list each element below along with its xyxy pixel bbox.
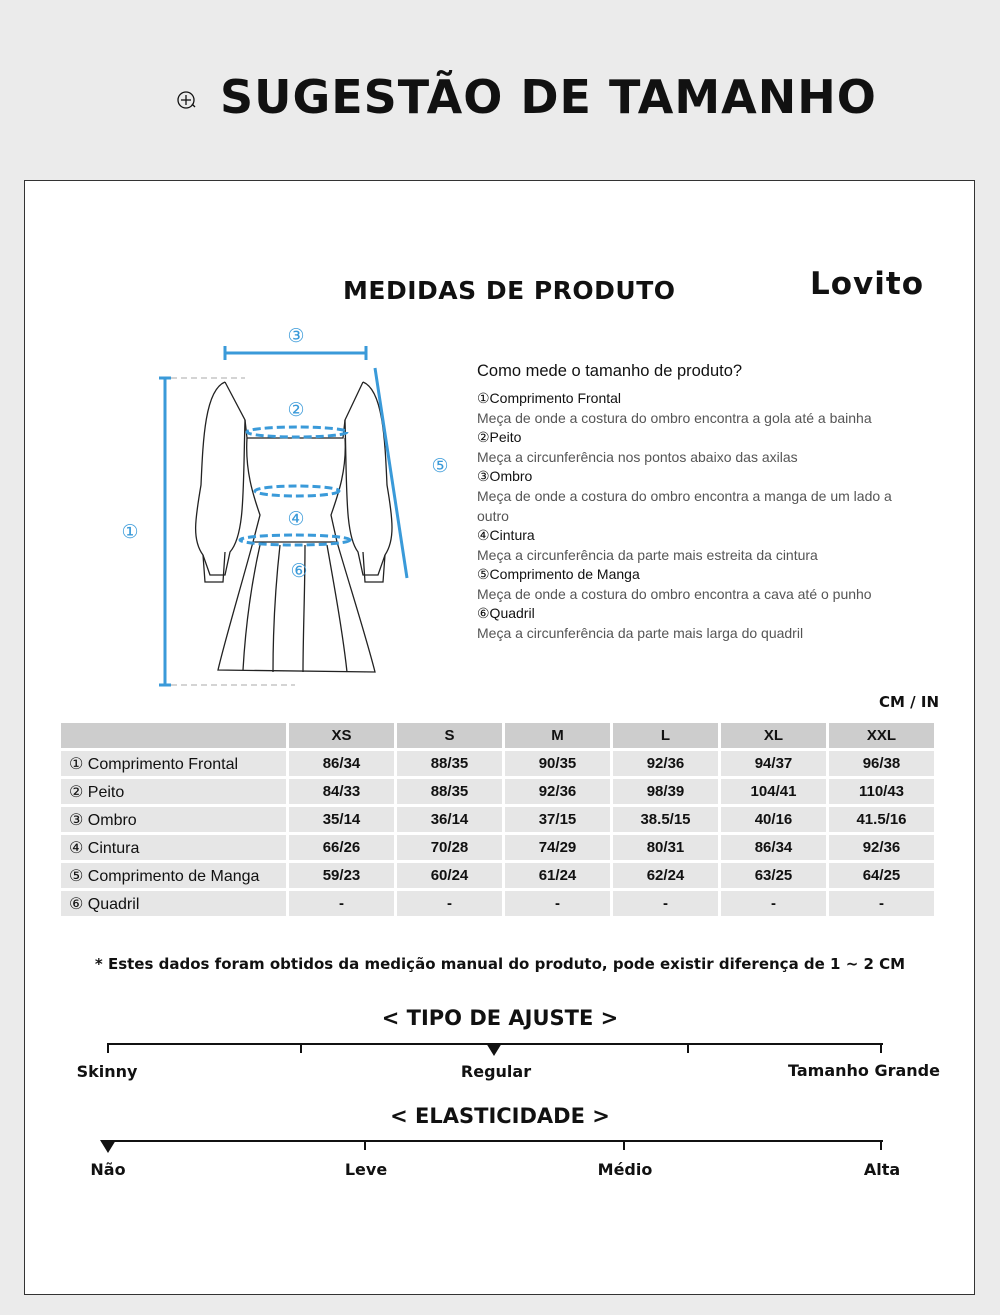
table-row — [61, 835, 934, 860]
measure-item — [477, 604, 907, 643]
measure-name: ⑥Quadril — [477, 605, 535, 621]
row-label: ⑤ Comprimento de Manga — [61, 863, 286, 888]
elasticity-title: < ELASTICIDADE > — [390, 1104, 610, 1128]
measure-desc: Meça de onde a costura do ombro encontra a manga de um lado a outro — [477, 488, 892, 524]
table-cell: 59/23 — [289, 863, 394, 888]
row-label: ② Peito — [61, 779, 286, 804]
marker-3: ③ — [287, 325, 305, 347]
measure-name: ②Peito — [477, 429, 522, 445]
table-cell: 94/37 — [721, 751, 826, 776]
measure-item — [477, 467, 907, 526]
product-measurements-title: MEDIDAS DE PRODUTO — [343, 276, 676, 305]
size-header: XL — [721, 723, 826, 748]
measure-name: ④Cintura — [477, 527, 535, 543]
table-cell: 63/25 — [721, 863, 826, 888]
fit-tick — [107, 1043, 109, 1053]
fit-label-plus-size: Tamanho Grande — [788, 1061, 940, 1080]
row-label: ③ Ombro — [61, 807, 286, 832]
measure-item — [477, 428, 907, 467]
fit-label-regular: Regular — [460, 1062, 532, 1081]
row-label: ① Comprimento Frontal — [61, 751, 286, 776]
measure-desc: Meça a circunferência nos pontos abaixo das axilas — [477, 449, 798, 465]
table-cell: 86/34 — [289, 751, 394, 776]
table-cell: 60/24 — [397, 863, 502, 888]
measure-item — [477, 526, 907, 565]
measure-desc: Meça a circunferência da parte mais estreita da cintura — [477, 547, 818, 563]
table-cell: 38.5/15 — [613, 807, 718, 832]
size-header: XXL — [829, 723, 934, 748]
measure-item — [477, 389, 907, 428]
table-cell: 90/35 — [505, 751, 610, 776]
elasticity-label-high: Alta — [863, 1160, 901, 1179]
elasticity-tick — [623, 1140, 625, 1150]
table-cell: 74/29 — [505, 835, 610, 860]
table-cell: 92/36 — [613, 751, 718, 776]
table-cell: - — [289, 891, 394, 916]
table-cell: 104/41 — [721, 779, 826, 804]
table-row — [61, 863, 934, 888]
marker-1: ① — [121, 521, 139, 543]
fit-tick — [687, 1043, 689, 1053]
how-to-measure — [477, 362, 907, 643]
table-cell: 64/25 — [829, 863, 934, 888]
measure-item — [477, 565, 907, 604]
table-corner — [61, 723, 286, 748]
measure-desc: Meça de onde a costura do ombro encontra a cava até o punho — [477, 586, 872, 602]
table-row — [61, 807, 934, 832]
brand-logo: Lovito — [810, 266, 925, 302]
fit-tick — [300, 1043, 302, 1053]
elasticity-selected-marker — [100, 1140, 116, 1153]
marker-4: ④ — [287, 508, 305, 530]
how-to-measure-question: Como mede o tamanho de produto? — [477, 362, 743, 380]
table-cell: 98/39 — [613, 779, 718, 804]
elasticity-scale-line — [107, 1140, 883, 1142]
table-cell: 92/36 — [829, 835, 934, 860]
table-cell: 40/16 — [721, 807, 826, 832]
table-row — [61, 779, 934, 804]
table-cell: - — [613, 891, 718, 916]
table-cell: 37/15 — [505, 807, 610, 832]
table-cell: 61/24 — [505, 863, 610, 888]
table-row — [61, 751, 934, 776]
row-label: ⑥ Quadril — [61, 891, 286, 916]
table-cell: 62/24 — [613, 863, 718, 888]
table-cell: 80/31 — [613, 835, 718, 860]
table-cell: 70/28 — [397, 835, 502, 860]
marker-5: ⑤ — [431, 455, 449, 477]
table-cell: 41.5/16 — [829, 807, 934, 832]
table-cell: 86/34 — [721, 835, 826, 860]
page-header — [0, 0, 1000, 180]
units-label: CM / IN — [879, 693, 939, 711]
measure-name: ①Comprimento Frontal — [477, 390, 622, 406]
measure-name: ③Ombro — [477, 468, 533, 484]
table-cell: - — [505, 891, 610, 916]
fit-type-title: < TIPO DE AJUSTE > — [381, 1006, 619, 1030]
table-row — [61, 891, 934, 916]
table-cell: 110/43 — [829, 779, 934, 804]
elasticity-tick — [880, 1140, 882, 1150]
marker-6: ⑥ — [290, 560, 308, 582]
size-header: S — [397, 723, 502, 748]
page-title: SUGESTÃO DE TAMANHO — [220, 70, 877, 124]
table-cell: 35/14 — [289, 807, 394, 832]
table-cell: - — [721, 891, 826, 916]
fit-tick — [880, 1043, 882, 1053]
fit-selected-marker — [486, 1043, 502, 1056]
table-cell: 84/33 — [289, 779, 394, 804]
measure-desc: Meça a circunferência da parte mais larga do quadril — [477, 625, 804, 641]
dress-diagram — [95, 320, 455, 700]
table-cell: - — [397, 891, 502, 916]
size-header: XS — [289, 723, 394, 748]
elasticity-label-medium: Médio — [597, 1160, 653, 1179]
measurement-note: * Estes dados foram obtidos da medição manual do produto, pode existir diferença de 1 ~ 2 CM — [94, 955, 906, 973]
table-cell: - — [829, 891, 934, 916]
elasticity-label-slight: Leve — [344, 1160, 388, 1179]
table-cell: 96/38 — [829, 751, 934, 776]
measure-name: ⑤Comprimento de Manga — [477, 566, 640, 582]
table-cell: 88/35 — [397, 751, 502, 776]
row-label: ④ Cintura — [61, 835, 286, 860]
elasticity-label-none: Não — [90, 1160, 126, 1179]
table-cell: 92/36 — [505, 779, 610, 804]
table-cell: 66/26 — [289, 835, 394, 860]
fit-label-skinny: Skinny — [76, 1062, 138, 1081]
elasticity-tick — [364, 1140, 366, 1150]
marker-2: ② — [287, 399, 305, 421]
size-table — [58, 720, 937, 919]
table-cell: 36/14 — [397, 807, 502, 832]
size-header: M — [505, 723, 610, 748]
plus-circle-icon — [176, 90, 196, 110]
size-header: L — [613, 723, 718, 748]
table-header-row — [61, 723, 934, 748]
measure-desc: Meça de onde a costura do ombro encontra a gola até a bainha — [477, 410, 872, 426]
table-cell: 88/35 — [397, 779, 502, 804]
